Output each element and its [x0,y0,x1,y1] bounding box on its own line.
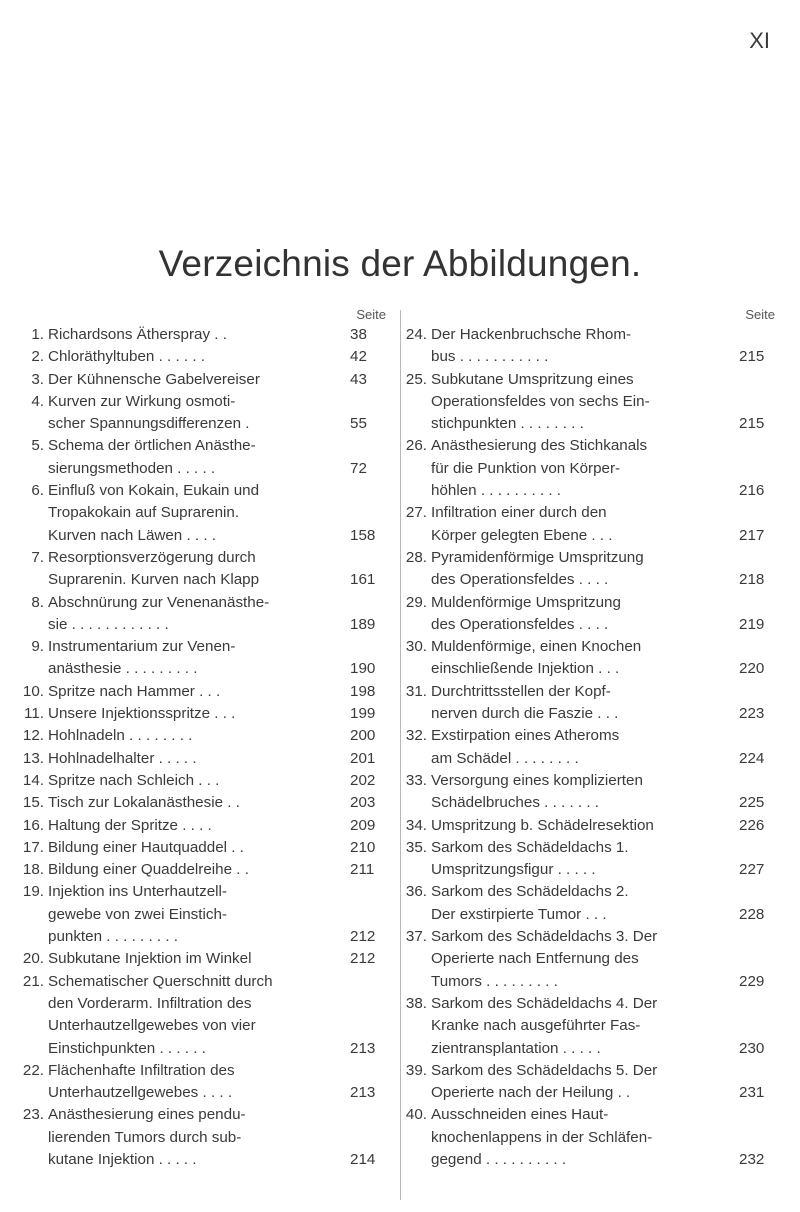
figure-page-number: 213 [350,1039,376,1057]
figure-list-left [22,324,390,1171]
figure-caption [431,502,735,547]
figure-caption [431,993,735,1060]
figure-caption [48,881,346,948]
figure-number: 5. [31,437,44,455]
figure-caption [48,681,346,703]
figure-number: 39. [405,1061,427,1079]
figure-number: 7. [31,548,44,566]
figure-page-number: 213 [350,1084,376,1102]
figure-caption-line: Kurven zur Wirkung osmoti- [48,392,236,410]
figure-caption-line: Schema der örtlichen Anästhe- [48,437,256,455]
figure-caption-line: Kranke nach ausgeführter Fas- [431,1017,641,1035]
figure-number: 11. [24,705,44,723]
figure-entry [22,792,390,814]
figure-entry [22,971,390,1060]
figure-entry [405,1060,779,1105]
figure-caption-line: höhlen . . . . . . . . . . [431,482,561,500]
figure-page-number: 231 [739,1084,765,1102]
figure-caption [431,592,735,637]
figure-caption [431,1104,735,1171]
figure-list-right-column [405,306,779,1171]
figure-caption [48,859,346,881]
figure-page-number: 38 [350,326,367,343]
figure-caption-line: Einstichpunkten . . . . . . [48,1039,206,1057]
figure-caption [431,369,735,436]
figure-number: 12. [22,727,44,745]
figure-entry [22,1060,390,1105]
figure-entry [22,369,390,391]
figure-number: 29. [405,593,427,611]
figure-page-number: 55 [350,415,367,433]
figure-page-number: 201 [350,749,376,767]
figure-page-number: 72 [350,459,367,477]
figure-page-number: 190 [350,660,376,678]
figure-caption-line: Anästhesierung des Stichkanals [431,437,648,455]
page-number: XI [749,28,770,53]
figure-entry [405,837,779,882]
figure-page-number: 217 [739,526,765,544]
figure-caption [431,837,735,882]
figure-page-number: 189 [350,615,376,633]
figure-caption [48,948,346,970]
figure-entry [405,502,779,547]
figure-caption-line: stichpunkten . . . . . . . . [431,415,584,433]
figure-caption-line: Unterhautzellgewebes . . . . [48,1084,233,1102]
figure-caption-line: Kurven nach Läwen . . . . [48,526,217,544]
figure-caption-line: Sarkom des Schädeldachs 4. Der [431,994,658,1012]
figure-caption [48,346,346,368]
figure-caption-line: für die Punktion von Körper- [431,459,621,477]
figure-page-number: 215 [739,415,765,433]
figure-caption [48,748,346,770]
figure-caption-line: lierenden Tumors durch sub- [48,1128,242,1146]
figure-caption-line: Spritze nach Hammer . . . [48,682,221,700]
figure-caption-line: Infiltration einer durch den [431,504,607,522]
figure-caption-line: sierungsmethoden . . . . . [48,459,216,477]
figure-page-number: 42 [350,348,367,366]
figure-number: 22. [22,1061,44,1079]
figure-number: 16. [22,816,44,834]
figure-caption-line: gegend . . . . . . . . . . [431,1150,567,1168]
figure-caption-line: Bildung einer Quaddelreihe . . [48,861,249,879]
figure-caption-line: Umspritzung b. Schädelresektion [431,816,654,834]
figure-caption-line: Sarkom des Schädeldachs 5. Der [431,1061,658,1079]
figure-entry [22,770,390,792]
figure-page-number: 229 [739,972,765,990]
figure-entry [22,592,390,637]
figure-caption [48,391,346,436]
figure-number: 40. [405,1106,427,1124]
figure-caption-line: Einfluß von Kokain, Eukain und [48,482,260,500]
figure-caption-line: Hohlnadeln . . . . . . . . [48,727,193,745]
figure-number: 14. [22,771,44,789]
figure-entry [405,993,779,1060]
figure-page-number: 215 [739,348,765,366]
figure-caption-line: Chloräthyltuben . . . . . . [48,348,206,366]
figure-number: 37. [405,928,427,946]
figure-caption [48,369,346,391]
figure-number: 32. [405,727,427,745]
figure-number: 21. [22,972,44,990]
figure-entry [22,859,390,881]
figure-caption-line: zientransplantation . . . . . [431,1039,601,1057]
figure-page-number: 225 [739,794,765,812]
figure-page-number: 212 [350,950,376,968]
figure-entry [405,770,779,815]
figure-caption [431,881,735,926]
figure-entry [22,681,390,703]
figure-caption-line: Durchtrittsstellen der Kopf- [431,682,611,700]
figure-caption-line: Muldenförmige, einen Knochen [431,638,642,656]
figure-caption-line: Spritze nach Schleich . . . [48,771,220,789]
figure-number: 18. [22,861,44,879]
figure-caption [431,815,735,837]
figure-caption [48,703,346,725]
figure-page-number: 219 [739,615,765,633]
column-divider [400,310,401,1200]
figure-caption-line: Anästhesierung eines pendu- [48,1106,246,1124]
figure-number: 3. [31,370,44,388]
figure-page-number: 209 [350,816,376,834]
figure-caption-line: Sarkom des Schädeldachs 3. Der [431,928,658,946]
figure-number: 4. [31,392,44,410]
figure-caption-line: Sarkom des Schädeldachs 2. [431,883,629,901]
page-column-header: Seite [745,307,775,322]
figure-caption-line: gewebe von zwei Einstich- [48,905,227,923]
figure-number: 10. [22,682,44,700]
figure-caption-line: Operationsfeldes von sechs Ein- [431,392,650,410]
figure-caption-line: Körper gelegten Ebene . . . [431,526,613,544]
figure-caption-line: Haltung der Spritze . . . . [48,816,212,834]
figure-entry [22,547,390,592]
figure-entry [405,926,779,993]
figure-number: 15. [22,794,44,812]
figure-number: 1. [31,326,44,343]
figure-page-number: 220 [739,660,765,678]
figure-page-number: 200 [350,727,376,745]
figure-number: 19. [22,883,44,901]
figure-entry [22,748,390,770]
figure-number: 36. [405,883,427,901]
figure-caption-line: Unsere Injektionsspritze . . . [48,705,236,723]
figure-number: 8. [31,593,44,611]
figure-number: 20. [22,950,44,968]
figure-page-number: 43 [350,370,367,388]
figure-number: 34. [405,816,427,834]
figure-page-number: 226 [739,816,765,834]
figure-caption-line: Sarkom des Schädeldachs 1. [431,838,629,856]
figure-entry [405,592,779,637]
figure-caption [48,480,346,547]
figure-caption-line: Der Hackenbruchsche Rhom- [431,326,632,343]
figure-entry [22,636,390,681]
figure-number: 9. [31,638,44,656]
figure-page-number: 158 [350,526,376,544]
figure-entry [22,435,390,480]
figure-caption-line: Unterhautzellgewebes von vier [48,1017,256,1035]
figure-caption-line: Flächenhafte Infiltration des [48,1061,235,1079]
figure-caption-line: Ausschneiden eines Haut- [431,1106,609,1124]
figure-caption-line: knochenlappens in der Schläfen- [431,1128,653,1146]
figure-number: 13. [22,749,44,767]
figure-caption-line: den Vorderarm. Infiltration des [48,994,252,1012]
figure-caption [48,435,346,480]
figure-page-number: 232 [739,1150,765,1168]
figure-caption [431,547,735,592]
figure-caption-line: Tisch zur Lokalanästhesie . . [48,794,240,812]
figure-caption [48,815,346,837]
figure-page-number: 212 [350,928,376,946]
figure-number: 33. [405,771,427,789]
figure-caption [431,725,735,770]
figure-caption-line: Operierte nach der Heilung . . [431,1084,631,1102]
figure-caption-line: Suprarenin. Kurven nach Klapp [48,571,260,589]
figure-caption-line: anästhesie . . . . . . . . . [48,660,198,678]
figure-caption-line: Exstirpation eines Atheroms [431,727,620,745]
figure-entry [22,324,390,346]
figure-caption-line: Tumors . . . . . . . . . [431,972,558,990]
figure-caption-line: Der Kühnensche Gabelvereiser [48,370,260,388]
figure-entry [22,837,390,859]
figure-caption-line: Subkutane Umspritzung eines [431,370,634,388]
figure-page-number: 227 [739,861,765,879]
figure-page-number: 230 [739,1039,765,1057]
figure-number: 17. [22,838,44,856]
figure-caption [48,547,346,592]
figure-caption [431,770,735,815]
figure-caption-line: Richardsons Ätherspray . . [48,326,227,343]
figure-caption-line: Umspritzungsfigur . . . . . [431,861,596,879]
figure-page-number: 214 [350,1150,376,1168]
figure-caption [48,592,346,637]
figure-caption-line: Instrumentarium zur Venen- [48,638,236,656]
figure-caption-line: Versorgung eines komplizierten [431,771,643,789]
figure-caption-line: Subkutane Injektion im Winkel [48,950,252,968]
figure-entry [22,391,390,436]
figure-page-number: 210 [350,838,376,856]
figure-entry [405,881,779,926]
figure-page-number: 223 [739,705,765,723]
figure-number: 24. [405,326,427,343]
figure-caption-line: Schematischer Querschnitt durch [48,972,273,990]
figure-entry [22,815,390,837]
figure-caption-line: sie . . . . . . . . . . . . [48,615,169,633]
figure-caption [48,792,346,814]
figure-number: 30. [405,638,427,656]
figure-caption-line: Pyramidenförmige Umspritzung [431,548,644,566]
figure-caption [48,636,346,681]
figure-number: 27. [405,504,427,522]
figure-caption-line: Abschnürung zur Venenanästhe- [48,593,270,611]
figure-caption [48,324,346,346]
figure-caption-line: Der exstirpierte Tumor . . . [431,905,607,923]
figure-caption [431,1060,735,1105]
figure-caption [431,926,735,993]
figure-caption-line: des Operationsfeldes . . . . [431,571,609,589]
figure-caption-line: des Operationsfeldes . . . . [431,615,609,633]
figure-caption [431,435,735,502]
figure-page-number: 202 [350,771,376,789]
figure-page-number: 203 [350,794,376,812]
figure-entry [22,881,390,948]
figure-caption-line: Tropakokain auf Suprarenin. [48,504,240,522]
figure-number: 38. [405,994,427,1012]
figure-page-number: 216 [739,482,765,500]
figure-number: 31. [405,682,427,700]
figure-number: 26. [405,437,427,455]
figure-caption [431,681,735,726]
figure-caption-line: nerven durch die Faszie . . . [431,705,619,723]
figure-entry [405,725,779,770]
figure-list-right [405,324,779,1171]
figure-entry [22,725,390,747]
figure-page-number: 218 [739,571,765,589]
figure-entry [405,815,779,837]
figure-caption [48,770,346,792]
figure-caption-line: Hohlnadelhalter . . . . . [48,749,197,767]
figure-entry [405,1104,779,1171]
figure-entry [22,346,390,368]
figure-caption-line: am Schädel . . . . . . . . [431,749,579,767]
figure-caption-line: einschließende Injektion . . . [431,660,620,678]
figure-page-number: 211 [350,861,375,879]
figure-caption-line: bus . . . . . . . . . . . [431,348,549,366]
figure-number: 6. [31,482,44,500]
figure-page-number: 198 [350,682,376,700]
figure-entry [405,435,779,502]
figure-list-left-column [22,306,390,1171]
figure-caption-line: Injektion ins Unterhautzell- [48,883,227,901]
figure-number: 25. [405,370,427,388]
page-column-header: Seite [356,307,386,322]
figure-caption-line: Bildung einer Hautquaddel . . [48,838,244,856]
figure-caption-line: punkten . . . . . . . . . [48,928,178,946]
figure-caption-line: Resorptionsverzögerung durch [48,548,256,566]
figure-caption [48,837,346,859]
figure-page-number: 199 [350,705,376,723]
figure-entry [22,948,390,970]
figure-caption-line: scher Spannungsdifferenzen . [48,415,250,433]
figure-caption-line: Muldenförmige Umspritzung [431,593,621,611]
figure-number: 2. [31,348,44,366]
figure-entry [22,480,390,547]
figure-entry [405,636,779,681]
figure-page-number: 161 [350,571,376,589]
figure-caption [48,1060,346,1105]
figure-entry [405,547,779,592]
figure-caption [431,636,735,681]
figure-page-number: 228 [739,905,765,923]
figure-caption-line: Schädelbruches . . . . . . . [431,794,599,812]
figure-caption [48,1104,346,1171]
figure-entry [405,369,779,436]
page-title: Verzeichnis der Abbildungen. [158,243,642,284]
figure-entry [22,703,390,725]
figure-entry [22,1104,390,1171]
figure-caption [48,971,346,1060]
figure-entry [405,681,779,726]
figure-number: 23. [22,1106,44,1124]
figure-caption [431,324,735,369]
figure-entry [405,324,779,369]
figure-number: 28. [405,548,427,566]
figure-caption [48,725,346,747]
figure-caption-line: kutane Injektion . . . . . [48,1150,197,1168]
figure-number: 35. [405,838,427,856]
figure-page-number: 224 [739,749,765,767]
figure-caption-line: Operierte nach Entfernung des [431,950,639,968]
